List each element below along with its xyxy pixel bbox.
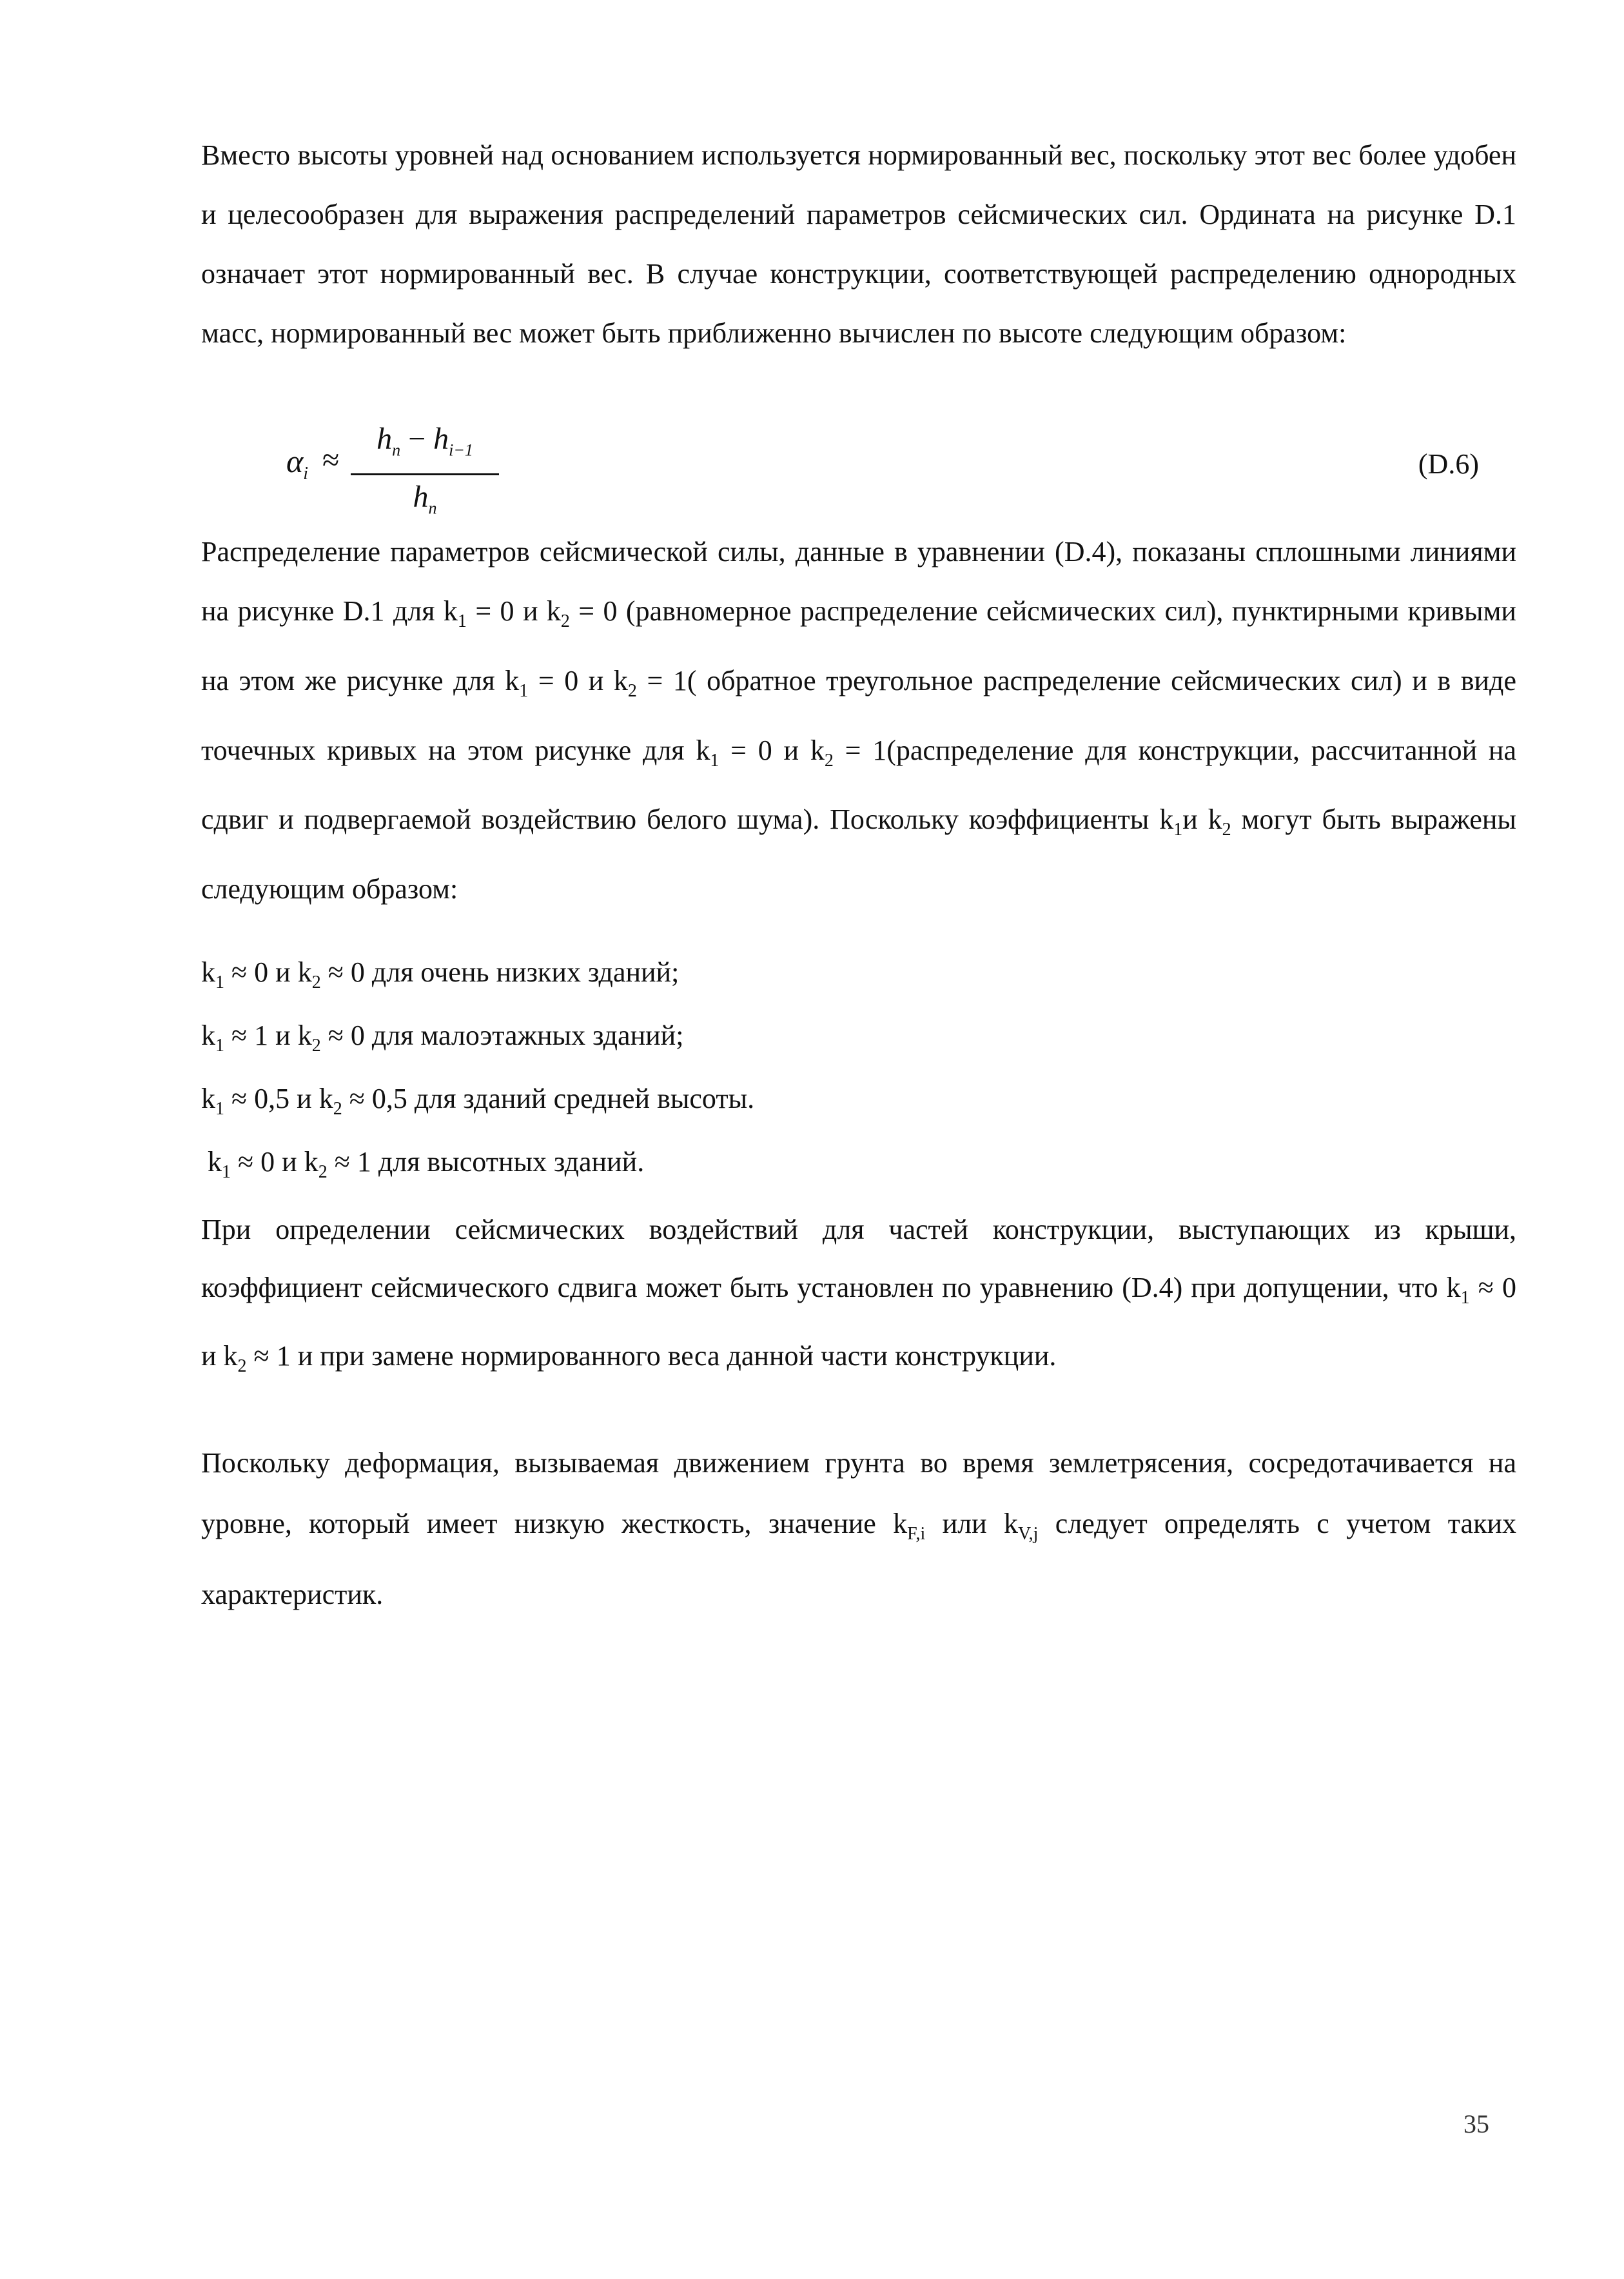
formula-approx: ≈: [322, 443, 340, 477]
list-item: $k_1 \approx 0$ и $k_2 \approx 0$ для очень низких зданий;: [201, 956, 680, 992]
page-number: 35: [1463, 2109, 1489, 2138]
formula-alpha: $\alpha_i$: [286, 443, 309, 484]
paragraph-distribution: Распределение параметров сейсмической силы, данные в уравнении (D.4), показаны сплошными линиями на рисунке D.1 для $k_1 = 0$ и $k_2 = 0$ (равномерное распределение сейсмических сил), пунктирными кривыми на этом же рисунке для $k_1 = 0$ и $k_2 = 1$( обратное треугольное распределение сейсмических сил) и в виде точечных кривых на этом рисунке для $k_1 = 0$ и $k_2$ = 1(распределение для конструкции, рассчитанной на сдвиг и подвергаемой воздействию белого шума). Поскольку коэффициенты $k_1и$ $k_2$ могут быть выражены следующим образом:: [201, 536, 1516, 905]
formula-fraction: [351, 419, 499, 526]
formula-d6: [286, 419, 1511, 522]
list-item: $k_1 \approx 1$ и $k_2 \approx 0$ для малоэтажных зданий;: [201, 1020, 684, 1056]
formula-numerator: $h_n - h_{i-1}$: [377, 422, 473, 460]
equation-number: (D.6): [1418, 448, 1479, 480]
paragraph-intro: Вместо высоты уровней над основанием используется нормированный вес, поскольку этот вес более удобен и целесообразен для выражения распределений параметров сейсмических сил. Ордината на рисунке D.1 означает этот нормированный вес. В случае конструкции, соответствующей распределению однородных масс, нормированный вес может быть приближенно вычислен по высоте следующим образом:: [201, 139, 1516, 349]
formula-denominator: $h_n$: [413, 479, 437, 518]
fraction-bar: [351, 473, 499, 475]
paragraph-deformation: Поскольку деформация, вызываемая движением грунта во время землетрясения, сосредотачивается на уровне, который имеет низкую жесткость, значение $k_{F,i}$ или $k_{V,j}$ следует определять с учетом таких характеристик.: [201, 1447, 1516, 1610]
list-item: $k_1 \approx 0$ и $k_2 \approx 1$ для высотных зданий.: [208, 1146, 645, 1182]
paragraph-roof-parts: При определении сейсмических воздействий для частей конструкции, выступающих из крыши, коэффициент сейсмического сдвига может быть установлен по уравнению (D.4) при допущении, что $k_1 \approx 0$ и $k_2 \approx 1$ и при замене нормированного веса данной части конструкции.: [201, 1214, 1516, 1376]
list-item: $k_1 \approx 0,5$ и $k_2 \approx 0,5$ для зданий средней высоты.: [201, 1083, 755, 1119]
